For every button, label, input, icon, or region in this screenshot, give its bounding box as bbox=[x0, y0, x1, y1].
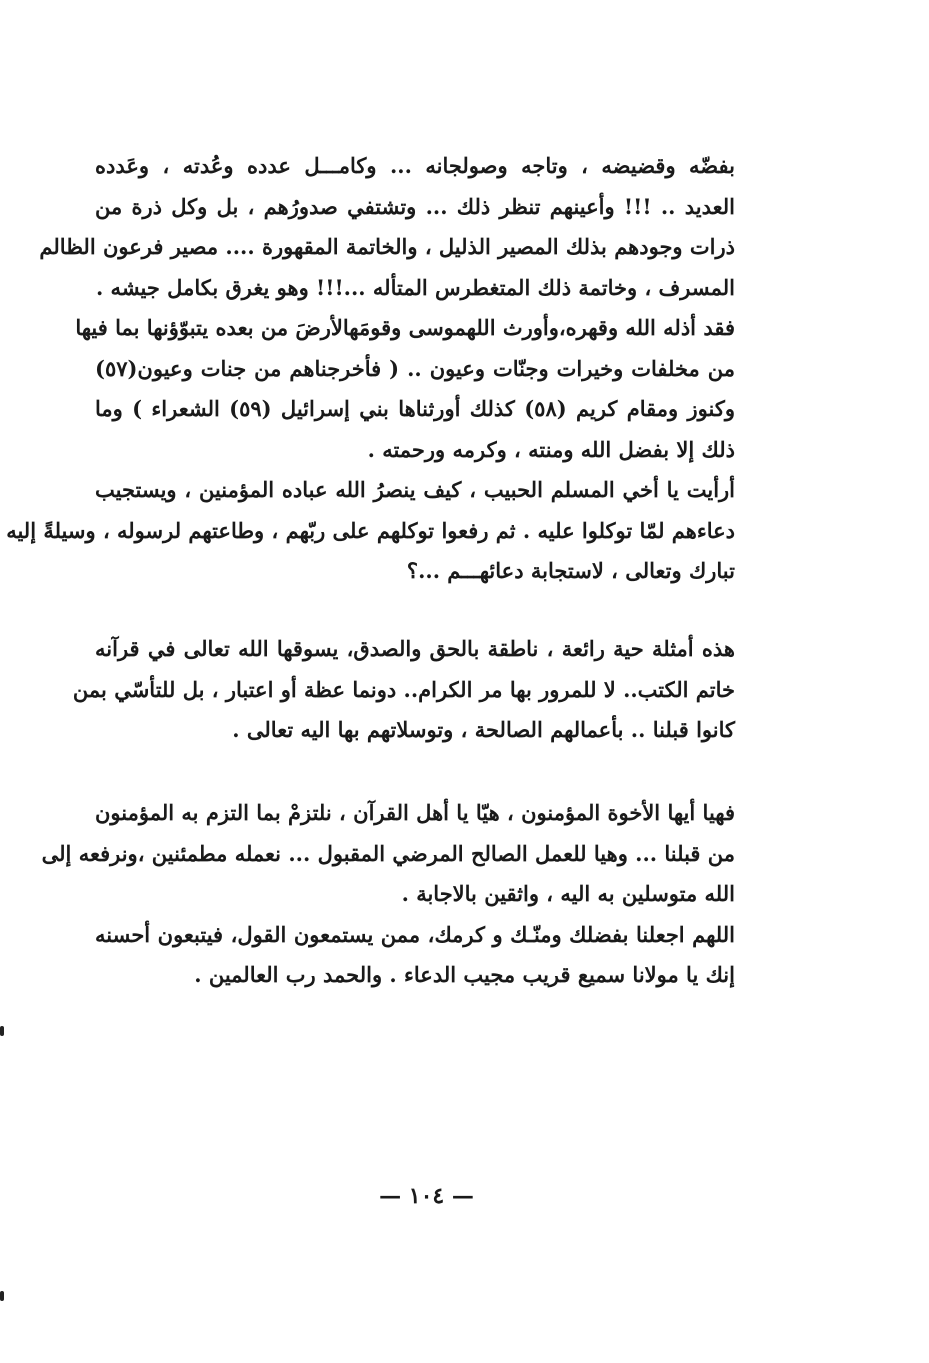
text-line: الله متوسلين به اليه ، واثقين بالاجابة . bbox=[401, 881, 735, 906]
paragraph-inheritance bbox=[75, 308, 735, 470]
text-line: العديد .. !!! وأعينهم تنظر ذلك ... وتشتفي صدورُهم ، بل وكل ذرة من bbox=[95, 193, 735, 219]
paragraph-question bbox=[6, 470, 735, 592]
text-line: كانوا قبلنا .. بأعمالهم الصالحة ، وتوسلاتهم بها اليه تعالى . bbox=[232, 717, 735, 742]
text-line: فهيا أيها الأخوة المؤمنون ، هيّا يا أهل القرآن ، نلتزمْ بما التزم به المؤمنون bbox=[95, 800, 735, 825]
text-line: ذلك إلا بفضل الله ومنته ، وكرمه ورحمته . bbox=[367, 436, 735, 462]
text-line: من قبلنا ... وهيا للعمل الصالح المرضي المقبول ... نعمله مطمئنين ،ونرفعه إلى bbox=[41, 840, 735, 866]
text-block-bottom bbox=[41, 793, 735, 996]
paragraph-prayer bbox=[95, 915, 735, 996]
text-line: فقد أذله الله وقهره،وأورث اللهموسى وقومَهالأرضَ من بعده يتبوّؤنها بما فيها bbox=[75, 315, 735, 340]
text-line: تبارك وتعالى ، لاستجابة دعائهـــم ...؟ bbox=[406, 558, 735, 583]
page-number bbox=[0, 1183, 929, 1209]
text-line: هذه أمثلة حية رائعة ، ناطقة بالحق والصدق، يسوقها الله تعالى في قرآنه bbox=[95, 636, 735, 661]
page-number-text: — ١٠٤ — bbox=[379, 1183, 474, 1209]
text-line: وكنوز ومقام كريم (٥٨) كذلك أورثناها بني إسرائيل (٥٩) الشعراء ) وما bbox=[95, 396, 735, 421]
paragraph-examples bbox=[72, 629, 735, 751]
text-line: ذرات وجودهم بذلك المصير الذليل ، والخاتمة المقهورة .... مصير فرعون الظالم bbox=[39, 234, 735, 259]
text-block-middle bbox=[72, 629, 735, 751]
text-block-top bbox=[6, 146, 735, 592]
paragraph-pharaoh-fate bbox=[39, 146, 735, 308]
text-line: إنك يا مولانا سميع قريب مجيب الدعاء . والحمد رب العالمين . bbox=[194, 962, 735, 987]
text-line: أرأيت يا أخي المسلم الحبيب ، كيف ينصرُ الله عباده المؤمنين ، ويستجيب bbox=[95, 477, 735, 502]
text-line: دعاءهم لمّا توكلوا عليه . ثم رفعوا توكلهم على ربّهم ، وطاعتهم لرسوله ، وسيلةً إليه bbox=[6, 517, 735, 543]
scan-edge-mark bbox=[0, 1291, 4, 1301]
scan-edge-mark bbox=[0, 1026, 4, 1036]
text-line: المسرف ، وخاتمة ذلك المتغطرس المتأله ...!!! وهو يغرق بكامل جيشه . bbox=[95, 274, 735, 300]
text-line: بفضّه وقضيضه ، وتاجه وصولجانه ... وكامـــل عدده وعُدته ، وعَدده bbox=[95, 153, 735, 178]
text-line: من مخلفات وخيرات وجنّات وعيون .. ( فأخرجناهم من جنات وعيون(٥٧) bbox=[95, 355, 735, 381]
text-line: خاتم الكتب.. لا للمرور بها مر الكرام.. دونما عظة أو اعتبار ، بل للتأسّي بمن bbox=[72, 676, 735, 702]
paragraph-call-to-action bbox=[41, 793, 735, 915]
text-line: اللهم اجعلنا بفضلك ومنّـك و كرمك، ممن يستمعون القول، فيتبعون أحسنه bbox=[95, 921, 735, 947]
